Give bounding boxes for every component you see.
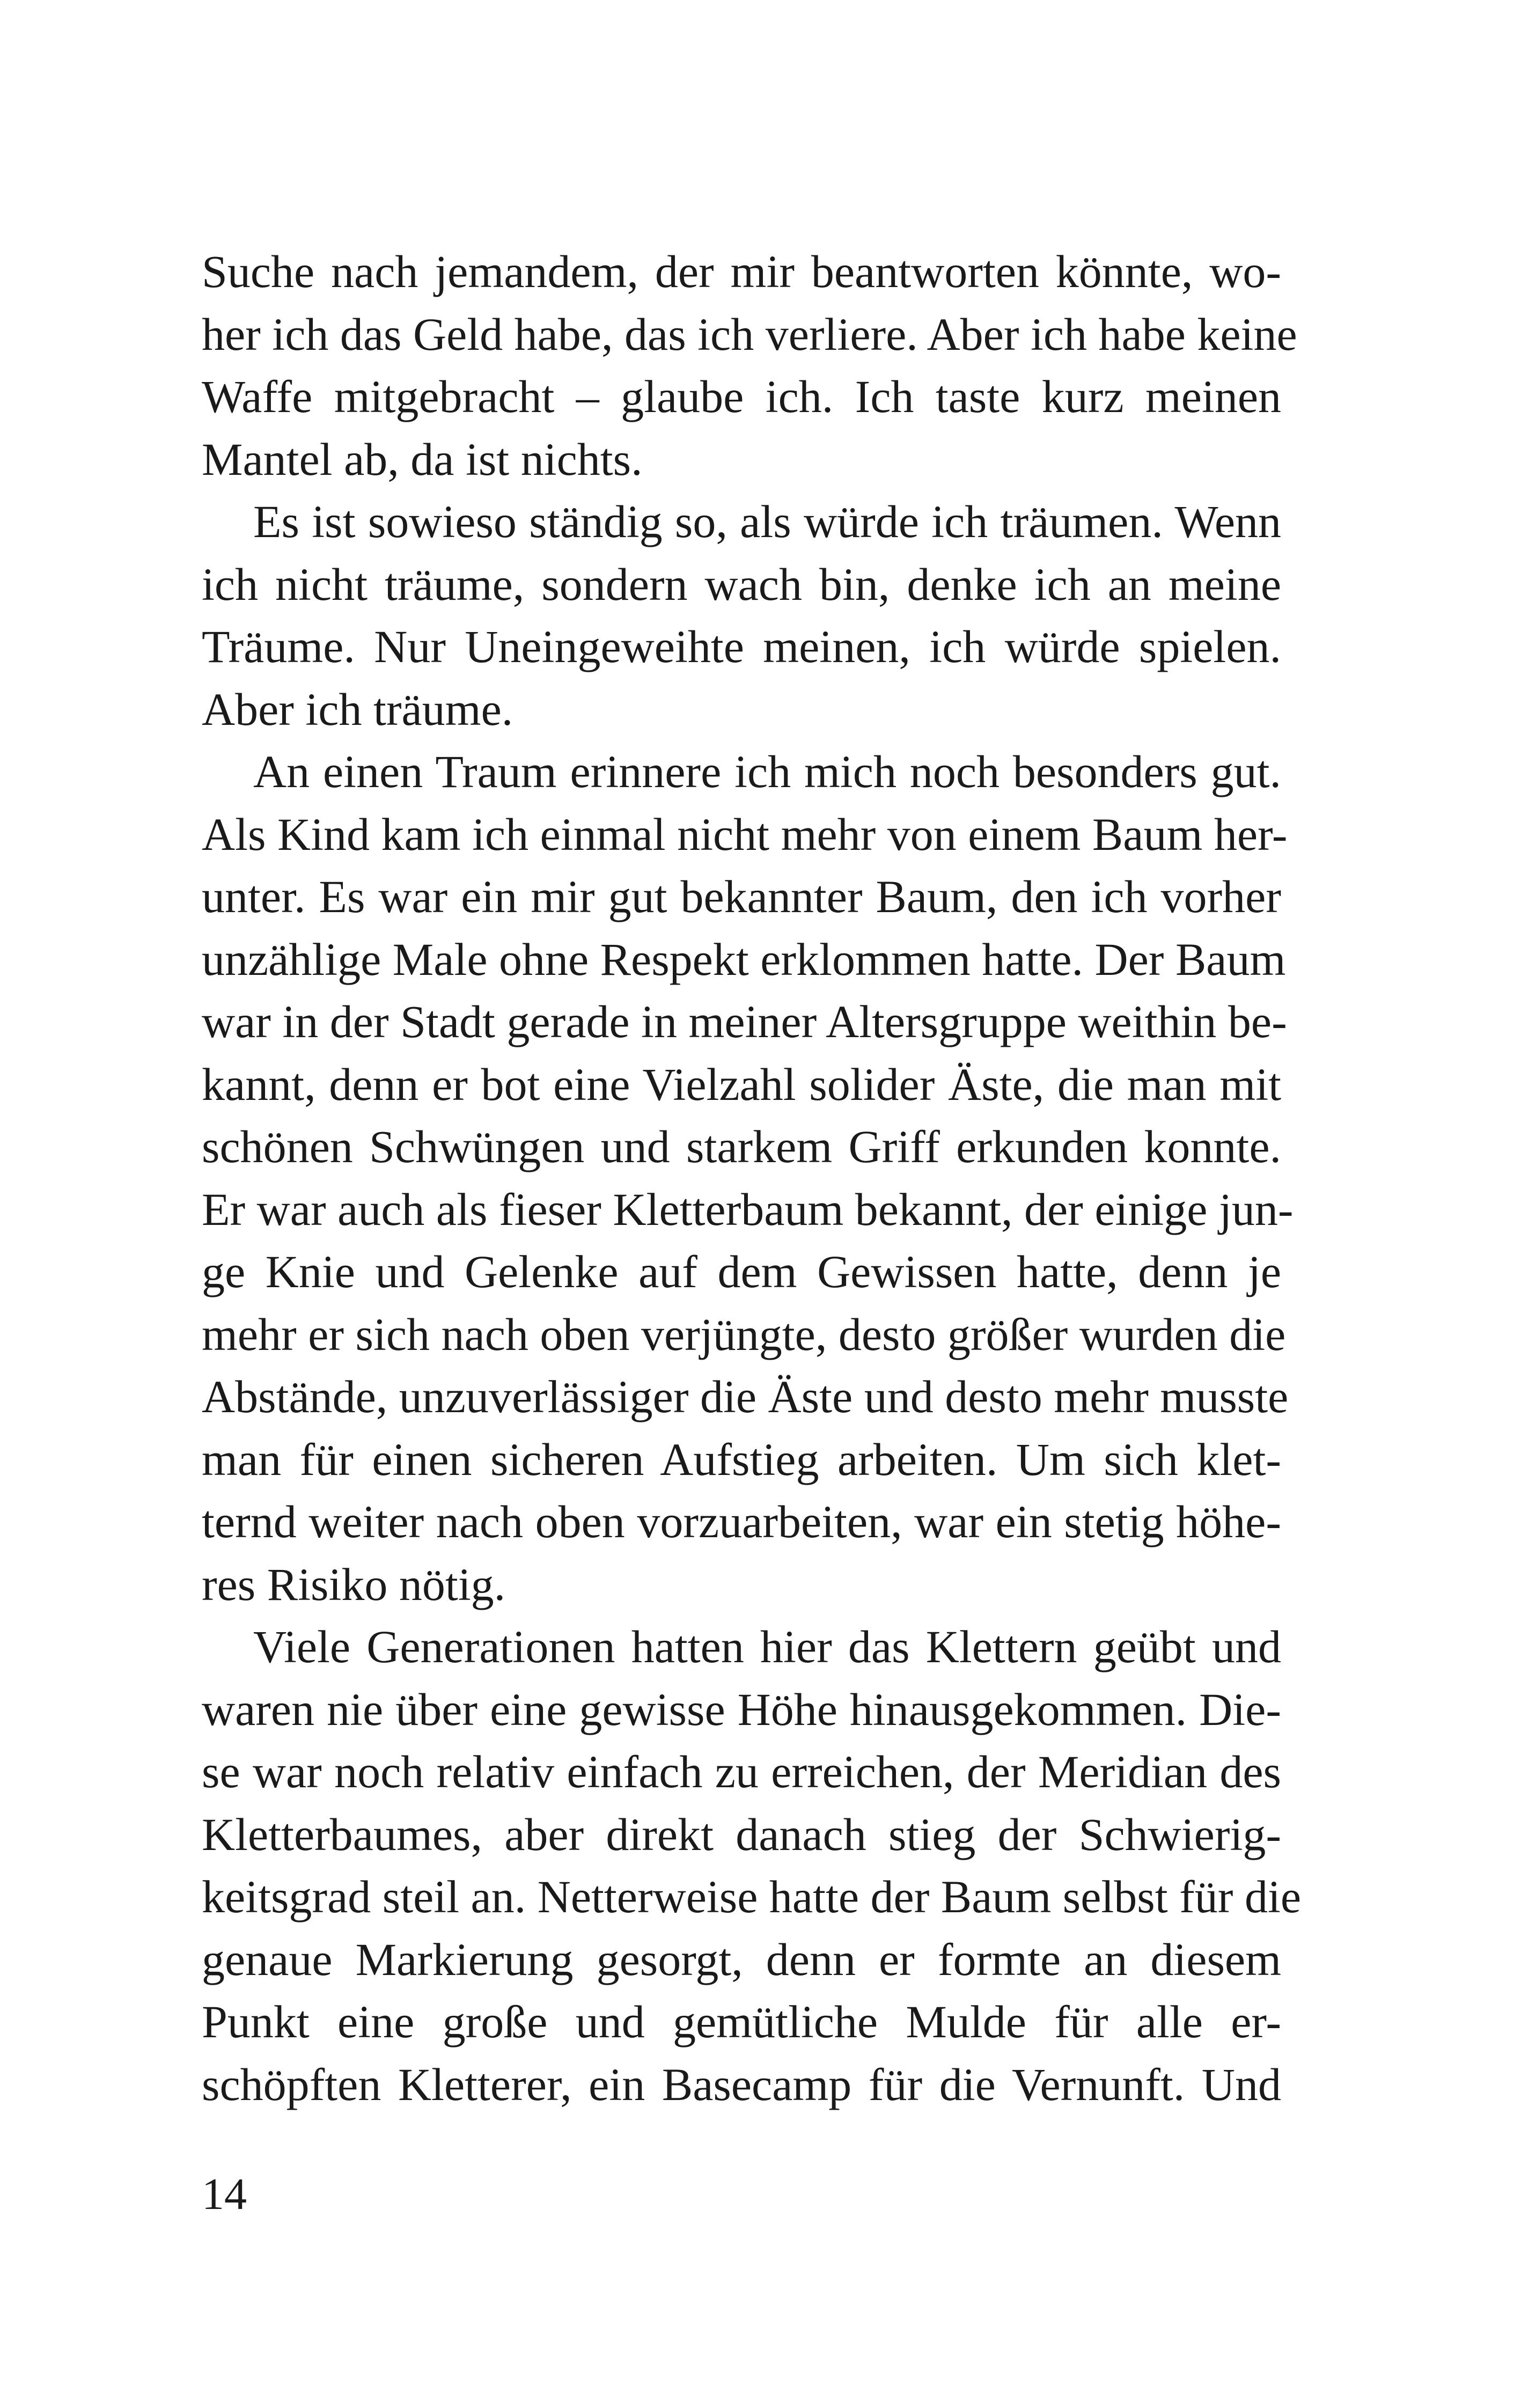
text-line: schönen Schwüngen und starkem Griff erkunden konnte. [202,1121,1281,1172]
text-line: her ich das Geld habe, das ich verliere. Aber ich habe keine [202,308,1297,360]
text-line: ternd weiter nach oben vorzuarbeiten, war ein stetig höhe- [202,1496,1281,1547]
text-line: keitsgrad steil an. Netterweise hatte der Baum selbst für die [202,1871,1302,1922]
text-line: man für einen sicheren Aufstieg arbeiten. Um sich klet- [202,1433,1281,1485]
text-line: Kletterbaumes, aber direkt danach stieg der Schwierig- [202,1808,1281,1860]
text-line: genaue Markierung gesorgt, denn er formte an diesem [202,1933,1281,1985]
text-line: Als Kind kam ich einmal nicht mehr von einem Baum her- [202,808,1288,860]
paragraph-4 [202,1616,1302,2116]
text-line: Suche nach jemandem, der mir beantworten könnte, wo- [202,246,1281,297]
text-line: Träume. Nur Uneingeweihte meinen, ich würde spielen. [202,621,1281,672]
page-number: 14 [202,2169,247,2219]
text-line: Punkt eine große und gemütliche Mulde für alle er- [202,1996,1281,2047]
text-line: mehr er sich nach oben verjüngte, desto größer wurden die [202,1308,1286,1360]
paragraph-3 [202,740,1294,1616]
text-line: Waffe mitgebracht – glaube ich. Ich taste kurz meinen [202,371,1281,422]
text-line: Er war auch als fieser Kletterbaum bekannt, der einige jun- [202,1183,1294,1235]
text-line: waren nie über eine gewisse Höhe hinausgekommen. Die- [202,1683,1281,1735]
text-line: An einen Traum erinnere ich mich noch besonders gut. [253,746,1281,797]
text-line: se war noch relativ einfach zu erreichen, der Meridian des [202,1746,1281,1797]
text-line: Viele Generationen hatten hier das Klettern geübt und [253,1621,1281,1672]
text-line: unzählige Male ohne Respekt erklommen hatte. Der Baum [202,933,1286,985]
text-line: kannt, denn er bot eine Vielzahl solider Äste, die man mit [202,1058,1281,1110]
text-line: ich nicht träume, sondern wach bin, denke ich an meine [202,558,1281,610]
text-line: ge Knie und Gelenke auf dem Gewissen hatte, denn je [202,1246,1281,1297]
text-line: unter. Es war ein mir gut bekannter Baum, den ich vorher [202,871,1281,922]
text-line: war in der Stadt gerade in meiner Altersgruppe weithin be- [202,996,1287,1047]
text-line: Mantel ab, da ist nichts. [202,433,643,485]
text-line: Abstände, unzuverlässiger die Äste und desto mehr musste [202,1371,1289,1422]
text-line: res Risiko nötig. [202,1558,506,1610]
paragraph-2 [202,490,1281,740]
body-text [202,240,1302,2116]
text-line: schöpften Kletterer, ein Basecamp für die Vernunft. Und [202,2058,1281,2110]
text-line: Es ist sowieso ständig so, als würde ich träumen. Wenn [253,496,1281,547]
text-line: Aber ich träume. [202,683,513,735]
paragraph-1 [202,240,1297,490]
